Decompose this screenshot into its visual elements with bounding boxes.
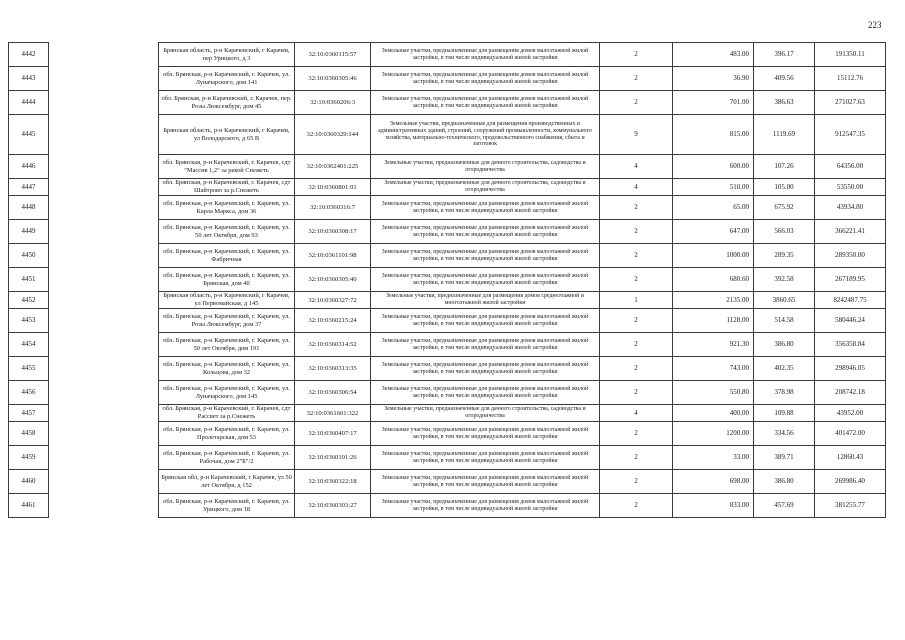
group-cell: 2 — [600, 446, 673, 470]
land-use-cell: Земельные участки, предназначенные для размещения домов малоэтажной жилой застройки, в том числе индивидуальной жилой застройки — [371, 43, 600, 67]
cadastral-number-cell: 32:10:0360801:91 — [295, 179, 371, 196]
row-spacer-cell — [49, 268, 159, 292]
address-cell: обл. Брянская, р-н Карачевский, г. Карачев, ул. Карла Маркса, дом 36 — [159, 196, 295, 220]
specific-value-cell: 109.88 — [754, 405, 815, 422]
cadastral-value-cell: 53550.00 — [815, 179, 886, 196]
row-number-cell: 4456 — [9, 381, 49, 405]
cadastral-number-cell: 32:10:0360101:26 — [295, 446, 371, 470]
specific-value-cell: 1119.69 — [754, 115, 815, 155]
cadastral-value-cell: 15112.76 — [815, 67, 886, 91]
cadastral-number-cell: 32:10:0360314:52 — [295, 333, 371, 357]
area-cell: 815.00 — [673, 115, 754, 155]
cadastral-number-cell: 32:10:0360407:17 — [295, 422, 371, 446]
area-cell: 921.30 — [673, 333, 754, 357]
group-cell: 2 — [600, 494, 673, 518]
cadastral-number-cell: 32:10:0360305:40 — [295, 268, 371, 292]
cadastral-number-cell: 32:10:0360303:27 — [295, 494, 371, 518]
land-use-cell: Земельные участки, предназначенные для размещения домов малоэтажной жилой застройки, в том числе индивидуальной жилой застройки — [371, 67, 600, 91]
row-number-cell: 4447 — [9, 179, 49, 196]
area-cell: 698.00 — [673, 470, 754, 494]
address-cell: обл. Брянская, р-н Карачевский, г. Карачев, ул. 50 лет Октября, дом 93 — [159, 220, 295, 244]
table-row — [9, 220, 886, 244]
group-cell: 2 — [600, 43, 673, 67]
cadastral-number-cell: 32:10:0360322:18 — [295, 470, 371, 494]
row-spacer-cell — [49, 292, 159, 309]
cadastral-number-cell: 32:10:0360327:72 — [295, 292, 371, 309]
land-use-cell: Земельные участки, предназначенные для размещения домов малоэтажной жилой застройки, в том числе индивидуальной жилой застройки — [371, 333, 600, 357]
address-cell: обл. Брянская, р-н Карачевский, г. Карачев, сдт Шайтрово за р.Снежеть — [159, 179, 295, 196]
cadastral-number-cell: 32:10:0360206:3 — [295, 91, 371, 115]
area-cell: 510.00 — [673, 179, 754, 196]
cadastral-number-cell: 32:10:0360215:24 — [295, 309, 371, 333]
group-cell: 2 — [600, 220, 673, 244]
land-use-cell: Земельные участки, предназначенные для размещения домов малоэтажной жилой застройки, в том числе индивидуальной жилой застройки — [371, 446, 600, 470]
specific-value-cell: 107.26 — [754, 155, 815, 179]
row-number-cell: 4446 — [9, 155, 49, 179]
group-cell: 4 — [600, 405, 673, 422]
land-use-cell: Земельные участки, предназначенные для размещения домов малоэтажной жилой застройки, в том числе индивидуальной жилой застройки — [371, 220, 600, 244]
cadastral-number-cell: 32:10:0361601:322 — [295, 405, 371, 422]
row-number-cell: 4449 — [9, 220, 49, 244]
table-row — [9, 268, 886, 292]
group-cell: 4 — [600, 155, 673, 179]
row-number-cell: 4455 — [9, 357, 49, 381]
specific-value-cell: 378.98 — [754, 381, 815, 405]
area-cell: 647.00 — [673, 220, 754, 244]
land-use-cell: Земельные участки, предназначенные для размещения домов малоэтажной жилой застройки, в том числе индивидуальной жилой застройки — [371, 244, 600, 268]
address-cell: обл. Брянская, р-н Карачевский, г. Карачев, ул. Луначарского, дом 145 — [159, 381, 295, 405]
table-row — [9, 422, 886, 446]
row-spacer-cell — [49, 220, 159, 244]
row-spacer-cell — [49, 309, 159, 333]
address-cell: обл. Брянская, р-н Карачевский, г. Карачев, ул. Пролетарская, дом 53 — [159, 422, 295, 446]
row-spacer-cell — [49, 422, 159, 446]
cadastral-number-cell: 32:10:0360316:7 — [295, 196, 371, 220]
row-spacer-cell — [49, 381, 159, 405]
specific-value-cell: 409.56 — [754, 67, 815, 91]
address-cell: Брянская область, р-н Карачевский, г Карачев, пер Урицкого, д 3 — [159, 43, 295, 67]
specific-value-cell: 392.58 — [754, 268, 815, 292]
row-spacer-cell — [49, 115, 159, 155]
row-spacer-cell — [49, 446, 159, 470]
table-row — [9, 91, 886, 115]
cadastral-value-cell: 191350.11 — [815, 43, 886, 67]
specific-value-cell: 289.35 — [754, 244, 815, 268]
table-row — [9, 405, 886, 422]
table-row — [9, 446, 886, 470]
table-row — [9, 470, 886, 494]
land-use-cell: Земельные участки, предназначенные для размещения домов малоэтажной жилой застройки, в том числе индивидуальной жилой застройки — [371, 470, 600, 494]
address-cell: обл. Брянская, р-н Карачевский, г. Карачев, ул. Кольцова, дом 32 — [159, 357, 295, 381]
group-cell: 2 — [600, 357, 673, 381]
area-cell: 743.00 — [673, 357, 754, 381]
area-cell: 1128.00 — [673, 309, 754, 333]
cadastral-value-cell: 43934.80 — [815, 196, 886, 220]
row-number-cell: 4454 — [9, 333, 49, 357]
address-cell: обл. Брянская, р-н Карачевский, г. Карачев, ул. Розы Люксембург, дом 37 — [159, 309, 295, 333]
specific-value-cell: 514.58 — [754, 309, 815, 333]
row-number-cell: 4457 — [9, 405, 49, 422]
table-row — [9, 115, 886, 155]
row-number-cell: 4444 — [9, 91, 49, 115]
group-cell: 2 — [600, 244, 673, 268]
row-spacer-cell — [49, 494, 159, 518]
specific-value-cell: 334.56 — [754, 422, 815, 446]
cadastral-value-cell: 269986.40 — [815, 470, 886, 494]
address-cell: Брянская область, р-н Карачевский, г Карачев, ул Володарского, д 65 В — [159, 115, 295, 155]
land-use-cell: Земельные участки, предназначенные для размещения домов малоэтажной жилой застройки, в том числе индивидуальной жилой застройки — [371, 494, 600, 518]
specific-value-cell: 396.17 — [754, 43, 815, 67]
cadastral-value-cell: 208742.18 — [815, 381, 886, 405]
specific-value-cell: 389.71 — [754, 446, 815, 470]
address-cell: обл. Брянская, р-н Карачевский, г. Карачев, ул. Рабочая, дом 2"Б"/2 — [159, 446, 295, 470]
table-row — [9, 381, 886, 405]
land-use-cell: Земельные участки, предназначенные для размещения домов малоэтажной жилой застройки, в том числе индивидуальной жилой застройки — [371, 196, 600, 220]
specific-value-cell: 105.00 — [754, 179, 815, 196]
page-number: 223 — [868, 20, 882, 30]
address-cell: обл. Брянская, р-н Карачевский, г. Карачев, ул. Брянская, дом 40 — [159, 268, 295, 292]
specific-value-cell: 675.92 — [754, 196, 815, 220]
row-spacer-cell — [49, 333, 159, 357]
address-cell: обл. Брянская, р-н Карачевский, г. Карачев, ул. 50 лет Октября, дом 191 — [159, 333, 295, 357]
area-cell: 701.00 — [673, 91, 754, 115]
row-spacer-cell — [49, 244, 159, 268]
land-use-cell: Земельные участки, предназначенные для размещения домов малоэтажной жилой застройки, в том числе индивидуальной жилой застройки — [371, 357, 600, 381]
cadastral-value-cell: 401472.00 — [815, 422, 886, 446]
cadastral-number-cell: 32:10:0362401:225 — [295, 155, 371, 179]
area-cell: 400.00 — [673, 405, 754, 422]
cadastral-value-cell: 64356.00 — [815, 155, 886, 179]
table-row — [9, 292, 886, 309]
land-use-cell: Земельные участки, предназначенные для размещения домов малоэтажной жилой застройки, в том числе индивидуальной жилой застройки — [371, 91, 600, 115]
area-cell: 1000.00 — [673, 244, 754, 268]
specific-value-cell: 386.63 — [754, 91, 815, 115]
land-use-cell: Земельные участки, предназначенные для размещения домов малоэтажной жилой застройки, в том числе индивидуальной жилой застройки — [371, 422, 600, 446]
area-cell: 680.60 — [673, 268, 754, 292]
row-number-cell: 4442 — [9, 43, 49, 67]
cadastral-number-cell: 32:10:0360306:54 — [295, 381, 371, 405]
row-number-cell: 4453 — [9, 309, 49, 333]
cadastral-value-cell: 12860.43 — [815, 446, 886, 470]
row-spacer-cell — [49, 179, 159, 196]
table-row — [9, 333, 886, 357]
table-row — [9, 357, 886, 381]
table-row — [9, 309, 886, 333]
row-number-cell: 4452 — [9, 292, 49, 309]
area-cell: 550.80 — [673, 381, 754, 405]
address-cell: обл. Брянская, р-н Карачевский, г. Карачев, ул. Урицкого, дом 18 — [159, 494, 295, 518]
group-cell: 2 — [600, 309, 673, 333]
row-number-cell: 4448 — [9, 196, 49, 220]
cadastral-value-cell: 580446.24 — [815, 309, 886, 333]
area-cell: 833.00 — [673, 494, 754, 518]
area-cell: 36.90 — [673, 67, 754, 91]
row-number-cell: 4461 — [9, 494, 49, 518]
row-spacer-cell — [49, 470, 159, 494]
address-cell: Брянская область, р-н Карачевский, г Карачев, ул Первомайская, д 145 — [159, 292, 295, 309]
row-number-cell: 4451 — [9, 268, 49, 292]
specific-value-cell: 3860.65 — [754, 292, 815, 309]
address-cell: обл. Брянская, р-н Карачевский, г. Карачев, ул. Луначарского, дом 141 — [159, 67, 295, 91]
table-body — [9, 43, 886, 518]
land-use-cell: Земельные участки, предназначенные для дачного строительства, садоводства и огородничества — [371, 405, 600, 422]
group-cell: 2 — [600, 470, 673, 494]
row-number-cell: 4458 — [9, 422, 49, 446]
group-cell: 2 — [600, 422, 673, 446]
specific-value-cell: 386.80 — [754, 333, 815, 357]
row-number-cell: 4443 — [9, 67, 49, 91]
cadastral-value-cell: 381255.77 — [815, 494, 886, 518]
land-use-cell: Земельные участки, предназначенные для дачного строительства, садоводства и огородничества — [371, 155, 600, 179]
area-cell: 1200.00 — [673, 422, 754, 446]
group-cell: 2 — [600, 67, 673, 91]
table-row — [9, 196, 886, 220]
area-cell: 600.00 — [673, 155, 754, 179]
cadastral-value-cell: 289350.00 — [815, 244, 886, 268]
row-number-cell: 4460 — [9, 470, 49, 494]
cadastral-value-cell: 366221.41 — [815, 220, 886, 244]
cadastral-value-cell: 298946.05 — [815, 357, 886, 381]
table-row — [9, 179, 886, 196]
table-row — [9, 67, 886, 91]
group-cell: 2 — [600, 196, 673, 220]
group-cell: 1 — [600, 292, 673, 309]
address-cell: обл. Брянская, р-н Карачевский, г. Карачев, ул. Фабричная — [159, 244, 295, 268]
group-cell: 2 — [600, 91, 673, 115]
group-cell: 2 — [600, 268, 673, 292]
land-use-cell: Земельные участки, предназначенные для дачного строительства, садоводства и огородничества — [371, 179, 600, 196]
area-cell: 2135.00 — [673, 292, 754, 309]
row-number-cell: 4450 — [9, 244, 49, 268]
cadastral-number-cell: 32:10:0360329:144 — [295, 115, 371, 155]
cadastral-number-cell: 32:10:0360115:57 — [295, 43, 371, 67]
cadastral-value-cell: 271027.63 — [815, 91, 886, 115]
specific-value-cell: 386.80 — [754, 470, 815, 494]
cadastral-number-cell: 32:10:0360313:35 — [295, 357, 371, 381]
area-cell: 483.00 — [673, 43, 754, 67]
area-cell: 65.00 — [673, 196, 754, 220]
cadastral-value-cell: 43952.00 — [815, 405, 886, 422]
address-cell: обл. Брянская, р-н Карачевский, г. Карачев, сдт "Массив 1,2" за рекой Снежеть — [159, 155, 295, 179]
group-cell: 9 — [600, 115, 673, 155]
table-row — [9, 494, 886, 518]
cadastral-number-cell: 32:10:0360305:46 — [295, 67, 371, 91]
row-spacer-cell — [49, 357, 159, 381]
land-use-cell: Земельные участки, предназначенные для размещения производственных и административных зданий, строений, сооружений промышленности, коммунального хозяйства, материально-технического, продовольственного снабжения, сбыта и заготовок — [371, 115, 600, 155]
row-spacer-cell — [49, 155, 159, 179]
address-cell: обл. Брянская, р-н Карачевский, г. Карачев, пер. Розы Люксембург, дом 45 — [159, 91, 295, 115]
address-cell: Брянская обл, р-н Карачевский, г Карачев, ул 50 лет Октября, д 152 — [159, 470, 295, 494]
cadastral-number-cell: 32:10:0360308:17 — [295, 220, 371, 244]
area-cell: 33.00 — [673, 446, 754, 470]
row-spacer-cell — [49, 43, 159, 67]
table-row — [9, 155, 886, 179]
row-spacer-cell — [49, 67, 159, 91]
group-cell: 2 — [600, 333, 673, 357]
land-use-cell: Земельные участки, предназначенные для размещения домов малоэтажной жилой застройки, в том числе индивидуальной жилой застройки — [371, 268, 600, 292]
row-spacer-cell — [49, 196, 159, 220]
land-use-cell: Земельные участки, предназначенные для размещения домов малоэтажной жилой застройки, в том числе индивидуальной жилой застройки — [371, 309, 600, 333]
specific-value-cell: 566.03 — [754, 220, 815, 244]
row-number-cell: 4459 — [9, 446, 49, 470]
address-cell: обл. Брянская, р-н Карачевский, г. Карачев, сдт Рассвет за р.Снежеть — [159, 405, 295, 422]
row-spacer-cell — [49, 91, 159, 115]
group-cell: 4 — [600, 179, 673, 196]
cadastral-value-cell: 356358.84 — [815, 333, 886, 357]
land-use-cell: Земельные участки, предназначенные для размещения домов среднеэтажной и многоэтажной жилой застройки — [371, 292, 600, 309]
specific-value-cell: 457.69 — [754, 494, 815, 518]
cadastral-value-table — [8, 42, 886, 518]
row-number-cell: 4445 — [9, 115, 49, 155]
specific-value-cell: 402.35 — [754, 357, 815, 381]
cadastral-value-cell: 267189.95 — [815, 268, 886, 292]
cadastral-value-cell: 912547.35 — [815, 115, 886, 155]
land-use-cell: Земельные участки, предназначенные для размещения домов малоэтажной жилой застройки, в том числе индивидуальной жилой застройки — [371, 381, 600, 405]
cadastral-value-cell: 8242487.75 — [815, 292, 886, 309]
table-row — [9, 244, 886, 268]
row-spacer-cell — [49, 405, 159, 422]
group-cell: 2 — [600, 381, 673, 405]
table-row — [9, 43, 886, 67]
cadastral-number-cell: 32:10:0361101:98 — [295, 244, 371, 268]
